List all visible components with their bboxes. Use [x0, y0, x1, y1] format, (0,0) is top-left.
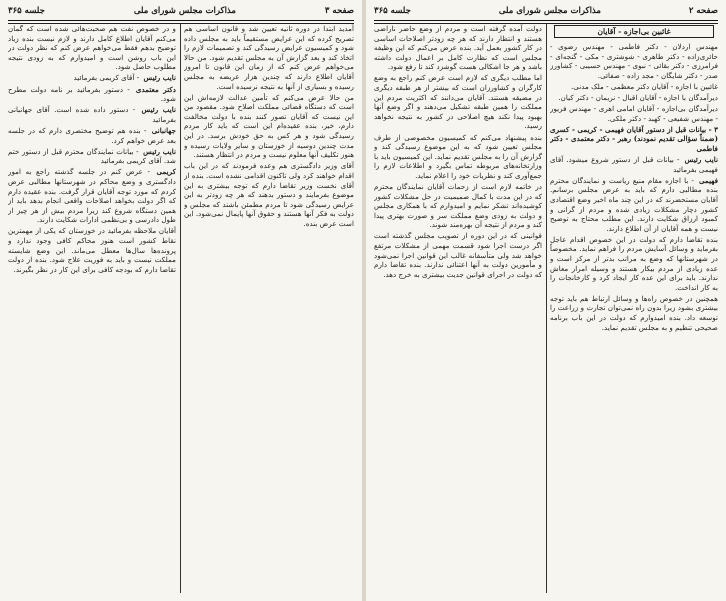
speech-text: بیانات نمایندگان محترم قبل از دستور ختم شد. آقای کریمی بفرمائید [8, 146, 176, 166]
speaker-name: فهیمی [698, 175, 718, 185]
speaker-name: نایب رئیس [143, 73, 176, 83]
paragraph: دولت آمده گرفته است و مردم از وضع حاضر ناراضی هستند و انتظار دارند که هر چه زودتر اصلاحات اساسی در کار کشور بعمل آید. بنده عرض می‌کنم که این وظیفه مجلس است که نظارت کامل بر اعمال دولت داشته باشد و هر جا اشکالی هست گوشزد کند تا رفع شود. [374, 24, 542, 72]
speaker-name: نایب رئیس [684, 155, 718, 165]
paragraph: در خاتمه لازم است از زحمات آقایان نمایندگان محترم که در این مدت با کمال صمیمیت در حل مشکلات کشور کوشیده‌اند تشکر نمایم و امیدوارم که با همکاری مجلس و دولت به زودی وضع مملکت سر و صورت بهتری پیدا کند و مردم از نتیجه آن بهره‌مند شوند. [374, 182, 542, 230]
paragraph: اما مطلب دیگری که لازم است عرض کنم راجع به وضع کارگران و کشاورزان است که بیشتر از هر طبقه دیگری در مضیقه هستند. آقایان می‌دانند که اکثریت مردم این مملکت را همین طبقه تشکیل می‌دهند و اگر وضع آنها بهبود پیدا نکند هیچ اصلاحی در کشور به نتیجه نخواهد رسید. [374, 73, 542, 131]
speech-text: آقای کریمی بفرمائید [73, 73, 135, 83]
speech-text: عرض کنم در جلسه گذشته راجع به امور دادگستری و وضع محاکم در شهرستانها مطالبی عرض کردم که مورد توجه آقایان قرار گرفت. بنده عقیده دارم که اگر دولت بخواهد اصلاحات واقعی انجام بدهد باید از همین دستگاه شروع کند زیرا مردم بیش از هر چیز از طول دادرسی و بی‌نظمی ادارات شکایت دارند. [8, 167, 176, 225]
speech-entry: نایب رئیس - دستور داده شده است. آقای جهانبانی بفرمائید [8, 105, 176, 124]
speech-text: با اجازه مقام منیع ریاست و نمایندگان محترم بنده مطالبی دارم که باید به عرض مجلس برسانم. آقایان مستحضرند که در این چند ماه اخیر وضع اقتصادی کشور دچار مشکلات زیادی شده و مردم از گرانی و کمبود ارزاق شکایت دارند. این مطلب محتاج به توضیح نیست و همه آقایان از آن اطلاع دارند. [550, 175, 718, 233]
speech-entry: دکتر معتمدی - دستور بفرمائید بر نامه دولت مطرح شود. [8, 84, 176, 104]
publication-title: مذاکرات مجلس شورای ملی [498, 6, 601, 16]
section-heading: ۳ - بیانات قبل از دستور آقایان فهیمی - کریمی - کسری (ضمناً سؤالی تقدیم نمودند) رهبر - دکتر معتمدی - دکتر فاطمی [550, 124, 718, 153]
header-rule [8, 20, 354, 21]
speech-entry: کریمی - عرض کنم در جلسه گذشته راجع به امور دادگستری و وضع محاکم در شهرستانها مطالبی عرض کردم که مورد توجه آقایان قرار گرفت. بنده عقیده دارم که اگر دولت بخواهد اصلاحات واقعی انجام بدهد باید از همین دستگاه شروع کند زیرا مردم بیش از هر چیز از طول دادرسی و بی‌نظمی ادارات شکایت دارند. [8, 167, 176, 225]
page-number: صفحه ۳ [324, 6, 354, 16]
speech-text: بنده هم توضیح مختصری دارم که در جلسه بعد عرض خواهم کرد. [8, 125, 176, 145]
publication-title: مذاکرات مجلس شورای ملی [133, 6, 236, 16]
speech-entry: نایب رئیس - بیانات نمایندگان محترم قبل از دستور ختم شد. آقای کریمی بفرمائید [8, 146, 176, 166]
paragraph: مهندس اردلان - دکتر فاطمی - مهندس رضوی - حائری‌زاده - دکتر طاهری - شوشتری - مکی - گنجه‌ای - فرامرزی - دکتر بقائی - نبوی - مهندس حسیبی - کشاورز صدر - دکتر شایگان - مجد زاده - صفائی. [550, 42, 718, 80]
paragraph: همچنین در خصوص راه‌ها و وسائل ارتباط هم باید توجه بیشتری بشود زیرا بدون راه نمی‌توان تجارت و زراعت را توسعه داد. بنده امیدوارم که دولت در این باب برنامه صحیحی تنظیم و به مجلس تقدیم نماید. [550, 293, 718, 332]
speech-entry: نایب رئیس - آقای کریمی بفرمائید [73, 73, 176, 83]
text-column-right [184, 24, 354, 595]
text-column-left [8, 24, 176, 595]
paragraph: آمدید ابتدا در دوره ثانیه تعیین شد و قانون اساسی هم تصریح کرده که این عرایض مستقیماً باید به مجلس داده شود و کمیسیون عرایض رسیدگی کند و تصمیمات لازم را اتخاذ کند و بعد گزارش آن به مجلس تقدیم شود. من حالا می‌خواهم عرض کنم که از زمان این قانون تا امروز آقایان اطلاع دارند که چندین هزار عریضه به مجلس رسیده و بسیاری از آنها به نتیجه نرسیده است. [184, 24, 354, 91]
paragraph: قوانینی که در این دوره از تصویب مجلس گذشته است اگر درست اجرا شود قسمت مهمی از مشکلات مرتفع خواهد شد ولی متأسفانه غالب این قوانین اجرا نمی‌شود و مأمورین دولت به آنها اعتنائی ندارند. بنده تقاضا دارم که دولت در اجرای قوانین جدیت بیشتری به خرج دهد. [374, 231, 542, 279]
paragraph: آقای وزیر دادگستری هم وعده فرمودند که در این باب اقدام خواهند کرد ولی تاکنون اقدامی نشده است. بنده از آقای نخست وزیر تقاضا دارم که توجه بیشتری به این موضوع بفرمایند و دستور بدهند که هر چه زودتر به این عرایض رسیدگی شود تا مردم مطمئن باشند که مجلس و دولت به فکر آنها هستند و حقوق آنها پایمال نمی‌شود. این است عرض بنده. [184, 161, 354, 228]
text-column-right [550, 24, 718, 595]
paragraph: بنده تقاضا دارم که دولت در این خصوص اقدام عاجل بفرماید و وسائل آسایش مردم را فراهم نماید. مخصوصاً در شهرستانها که وضع به مراتب بدتر از مرکز است و عده زیادی از مردم بیکار هستند و وسیله امرار معاش ندارند. باید برای این عده کار ایجاد کرد و کارخانجات را به کار انداخت. [550, 234, 718, 292]
column-divider [180, 24, 181, 593]
speaker-name: نایب رئیس [143, 146, 176, 156]
header-rule [374, 20, 718, 21]
paragraph: من حالا عرض می‌کنم که تأمین عدالت لازمه‌اش این است که دستگاه قضائی مملکت اصلاح شود. مقصود من این نیست که آقایان تصور کنند بنده با دولت مخالفت دارم، خیر، بنده عقیده‌ام این است که باید کار مردم رسیدگی شود و هر کس به حق خودش برسد. در این مدت چندین دوسیه از خوزستان و سایر ولایات رسیده و هنوز تکلیف آنها معلوم نیست و مردم در انتظار هستند. [184, 92, 354, 160]
paragraph: آقایان ملاحظه بفرمائید در خوزستان که یکی از مهمترین نقاط کشور است هنوز محاکم کافی وجود ندارد و پرونده‌ها سال‌ها معطل می‌ماند. این وضع شایسته مملکت نیست و باید به فوریت علاج شود. بنده از دولت تقاضا دارم که بودجه کافی برای این کار در نظر بگیرند. [8, 226, 176, 274]
speaker-name: کریمی [156, 167, 176, 177]
speech-text: دستور داده شده است. آقای جهانبانی بفرمائید [8, 105, 176, 124]
page-number: صفحه ۲ [688, 6, 718, 16]
session-number: جلسه ۳۶۵ [8, 6, 45, 16]
speech-entry: جهانبانی - بنده هم توضیح مختصری دارم که در جلسه بعد عرض خواهم کرد. [8, 125, 176, 145]
speech-entry: فهیمی - با اجازه مقام منیع ریاست و نمایندگان محترم بنده مطالبی دارم که باید به عرض مجلس برسانم. آقایان مستحضرند که در این چند ماه اخیر وضع اقتصادی کشور دچار مشکلات زیادی شده و مردم از گرانی و کمبود ارزاق شکایت دارند. این مطلب محتاج به توضیح نیست و همه آقایان از آن اطلاع دارند. [550, 175, 718, 233]
paragraph: دیرآمدگان بی‌اجازه - آقایان امامی اهری - مهندس فریور - مهندس شفیعی - کهبد - دکتر ملکی. [550, 104, 718, 123]
left-page [0, 0, 362, 601]
text-column-left [374, 24, 542, 595]
speech-text: بیانات قبل از دستور شروع میشود. آقای فهیمی بفرمائید [550, 155, 718, 174]
speaker-name: نایب رئیس [141, 105, 176, 115]
column-divider [546, 24, 547, 593]
paragraph: و در خصوص نفت هم صحبت‌هائی شده است که گمان می‌کنم آقایان اطلاع کامل دارند و لازم نیست بنده زیاد توضیح بدهم فقط می‌خواهم عرض کنم که نظر دولت در این باب روشن است و امیدوارم که به زودی نتیجه مطلوب حاصل شود. [8, 24, 176, 72]
right-page [366, 0, 726, 601]
paragraph: بنده پیشنهاد می‌کنم که کمیسیون مخصوصی از طرف مجلس تعیین شود که به این موضوع رسیدگی کند و گزارش آن را به مجلس تقدیم نماید. این کمیسیون باید با وزارتخانه‌های مربوطه تماس بگیرد و اطلاعات لازم را جمع‌آوری کند و نظریات خود را اعلام نماید. [374, 132, 542, 180]
right-page-header [374, 4, 718, 18]
speech-text: دستور بفرمائید بر نامه دولت مطرح شود. [8, 84, 176, 104]
session-number: جلسه ۳۶۵ [374, 6, 411, 16]
absentees-heading-box: غائبین بی‌اجازه - آقایان [554, 25, 714, 38]
speech-entry: نایب رئیس - بیانات قبل از دستور شروع میشود. آقای فهیمی بفرمائید [550, 155, 718, 174]
speaker-name: جهانبانی [151, 125, 176, 135]
paragraph: دیرآمدگان با اجازه - آقایان اقبال - نریمان - دکتر کیان. [558, 92, 718, 102]
left-page-header [8, 4, 354, 18]
paragraph: غائبین با اجازه - آقایان دکتر معظمی - ملک مدنی. [570, 81, 718, 91]
speaker-name: دکتر معتمدی [135, 84, 176, 94]
